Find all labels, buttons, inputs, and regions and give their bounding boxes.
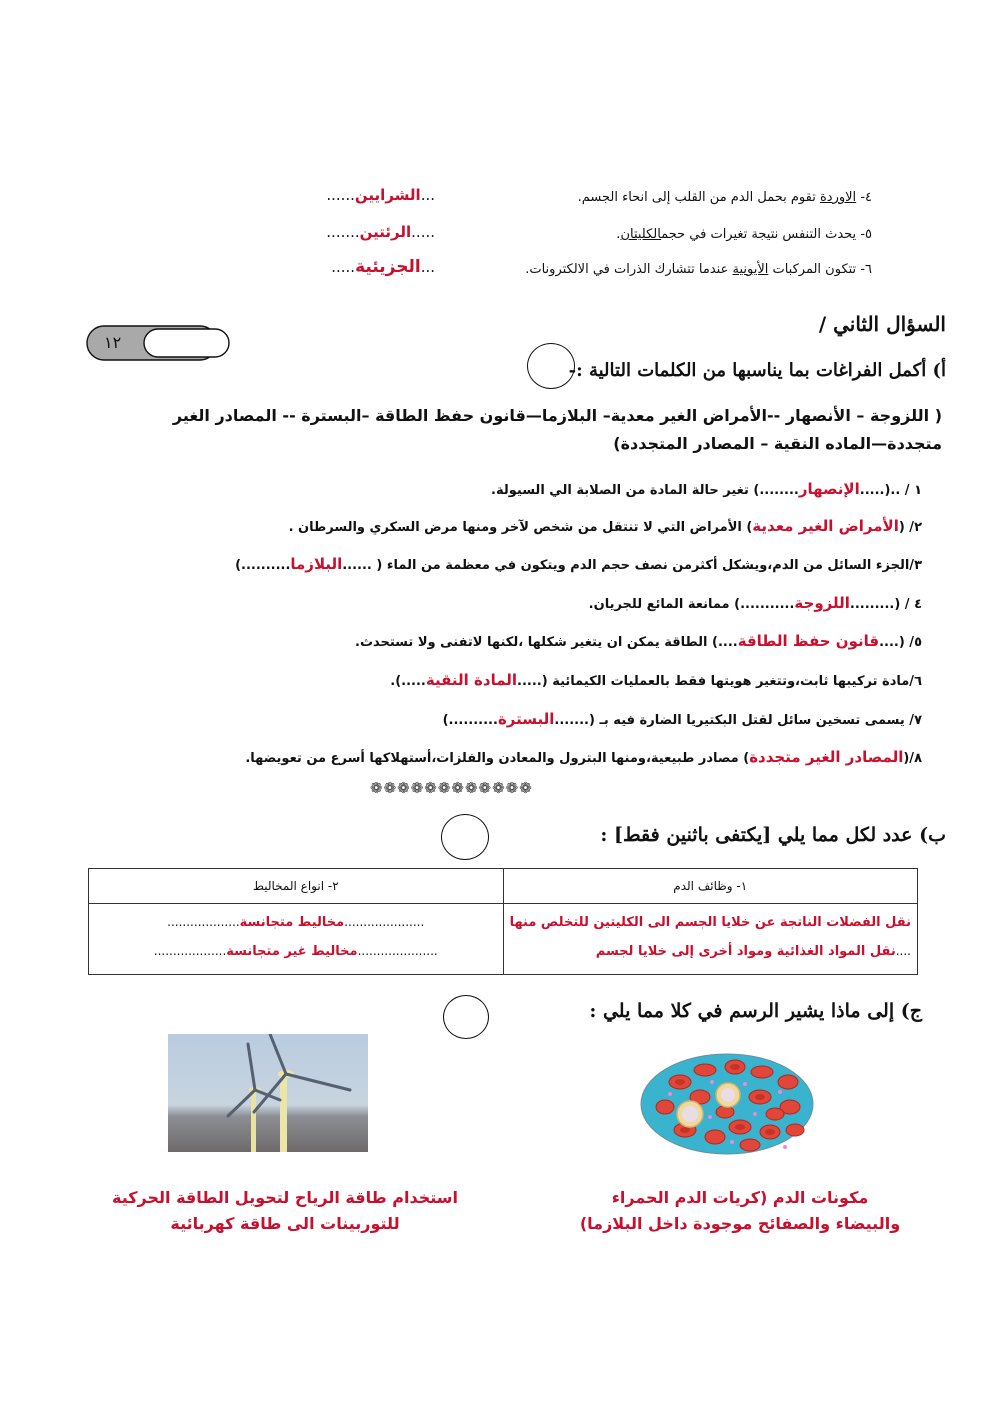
question-text-end: . (616, 227, 621, 242)
fill-item-5 (355, 632, 922, 650)
item-prefix: ٥/ (.... (879, 635, 922, 650)
item-suffix: ) الأمراض التي لا تنتقل من شخص لآخر ومنها مرض السكري والسرطان . (288, 520, 753, 535)
score-value: ١٢ (104, 333, 122, 352)
item-suffix: ..........) (235, 558, 291, 573)
caption-line-1: مكونات الدم (كريات الدم الحمراء (611, 1188, 869, 1207)
answer-text: مخاليط متجانسة (239, 915, 345, 930)
caption-line-1: استخدام طاقة الرياح لتحويل الطاقة الحركية (111, 1188, 458, 1207)
score-circle-b[interactable] (441, 814, 489, 860)
answer-text: المادة النقية (425, 671, 518, 689)
table-row (89, 904, 918, 975)
prev-answer-5: .....الرئتين....... (326, 223, 435, 241)
word-bank: ( اللزوجة – الأنصهار --الأمراض الغير معدية– البلازما—قانون حفظ الطاقة –البسترة -- المصادر الغير متجددة—الماده النقية – المصادر المتجددة) (172, 406, 942, 453)
mixture-types-cell[interactable] (89, 904, 504, 975)
answer-text: المصادر الغير متجددة (749, 748, 904, 766)
item-prefix: ٧/ يسمى تسخين سائل لقتل البكتيريا الضارة فيه بـ (....... (554, 713, 922, 728)
item-prefix: ١ / ..(..... (859, 483, 922, 498)
underlined-term: الكليتان (620, 227, 662, 242)
fill-item-8 (245, 748, 922, 766)
dots: ................... (167, 915, 240, 929)
item-number: ٤- (860, 190, 872, 205)
header-mixture-types: ٢- انواع المخاليط (89, 869, 504, 904)
underlined-term: الاوردة (819, 190, 857, 205)
wind-turbines-image (168, 1034, 368, 1152)
item-suffix: ..........) (442, 713, 498, 728)
dots: ................... (153, 944, 227, 958)
answer-text: نقل الفضلات الناتجة عن خلايا الجسم الى الكليتين للتخلص منها (509, 915, 911, 930)
answer-text: الجزيئية (355, 257, 421, 277)
question-text: تقوم بحمل الدم من القلب إلى انحاء الجسم. (577, 190, 820, 205)
blood-functions-cell[interactable] (503, 904, 918, 975)
caption-line-2: للتوربينات الى طاقة كهربائية (170, 1214, 400, 1233)
answer-text: الشرايين (354, 186, 421, 204)
caption-wind (90, 1185, 480, 1237)
item-prefix: ٢/ ( (898, 520, 922, 535)
item-suffix: .....). (390, 674, 426, 689)
fill-item-7 (443, 710, 922, 728)
answer-text: البلازما (290, 555, 343, 573)
part-b-instruction: ب) عدد لكل مما يلي [يكتفى باثنين فقط] : (600, 824, 946, 846)
item-number: ٥- (860, 227, 872, 242)
question-text-end: عندما تتشارك الذرات في الالكترونات. (525, 262, 733, 277)
item-prefix: ٣/الجزء السائل من الدم،ويشكل أكثرمن نصف حجم الدم ويتكون في معظمة من الماء ( ...... (342, 558, 922, 573)
caption-blood (555, 1185, 925, 1237)
dots: ..................... (357, 944, 438, 958)
item-suffix: ....) الطاقة يمكن ان يتغير شكلها ،لكنها لاتفنى ولا تستحدث. (355, 635, 738, 650)
question-text: يحدث التنفس نتيجة تغيرات في حجم (661, 227, 857, 242)
prev-answer-4: ...الشرايين...... (326, 186, 435, 204)
item-prefix: ٤ / (......... (849, 597, 922, 612)
item-suffix: ........) تغير حالة المادة من الصلابة الي السيولة. (491, 483, 799, 498)
answer-text: الإنصهار (798, 480, 860, 498)
score-badge (86, 324, 231, 362)
dots: .... (895, 944, 911, 958)
enumeration-table (88, 868, 918, 975)
answer-text: الرئتين (359, 223, 412, 241)
answer-text: اللزوجة (794, 594, 850, 612)
part-a-instruction: أ) أكمل الفراغات بما يناسبها من الكلمات التالية :- (568, 360, 946, 381)
item-suffix: ) مصادر طبيعية،ومنها البترول والمعادن والفلزات،أستهلاكها أسرع من تعويضها. (245, 751, 750, 766)
fill-item-2 (289, 517, 922, 535)
dots: ..................... (344, 915, 425, 929)
prev-answer-6: ...الجزيئية..... (331, 257, 435, 277)
answer-text: الأمراض الغير معدية (752, 517, 899, 535)
part-c-instruction: ج) إلى ماذا يشير الرسم في كلا مما يلي : (589, 1000, 922, 1022)
prev-question-6 (525, 262, 872, 277)
answer-text: البسترة (497, 710, 555, 728)
question-text: تتكون المركبات (768, 262, 857, 277)
score-circle-c[interactable] (443, 995, 489, 1039)
prev-question-4 (578, 190, 872, 205)
decorative-star-separator: ❁❁❁❁❁❁❁❁❁❁❁❁ (370, 779, 533, 797)
item-number: ٦- (860, 262, 872, 277)
fill-item-6 (390, 671, 922, 689)
item-prefix: ٦/مادة تركيبها ثابت،وتتغير هويتها فقط بالعمليات الكيمائية (..... (517, 674, 922, 689)
blood-cells-image (640, 1052, 815, 1157)
answer-text: نقل المواد الغذائية ومواد أخرى إلى خلايا لجسم (595, 944, 896, 959)
answer-text: مخاليط غير متجانسة (226, 944, 358, 959)
table-header-row (89, 869, 918, 904)
header-blood-functions: ١- وظائف الدم (503, 869, 918, 904)
prev-question-5 (616, 227, 872, 242)
fill-item-1 (491, 480, 922, 498)
item-suffix: ...........) ممانعة المائع للجريان. (588, 597, 795, 612)
underlined-term: الأيونية (732, 262, 769, 277)
answer-text: قانون حفظ الطاقة (737, 632, 880, 650)
caption-line-2: والبيضاء والصفائح موجودة داخل البلازما) (579, 1214, 901, 1233)
question-2-title: السؤال الثاني / (818, 312, 946, 336)
fill-item-3 (235, 555, 922, 573)
fill-item-4 (589, 594, 922, 612)
item-prefix: ٨/( (903, 751, 922, 766)
